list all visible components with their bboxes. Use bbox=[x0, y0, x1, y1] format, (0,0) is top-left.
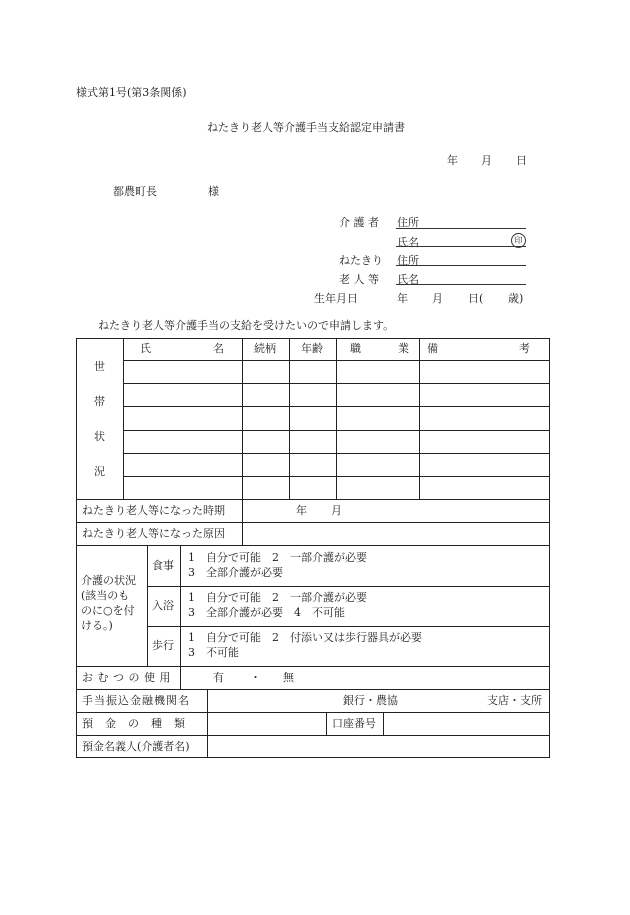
addressee-name: 都農町長 bbox=[113, 185, 157, 198]
account-number-label: 口座番号 bbox=[332, 717, 376, 730]
age: 歳) bbox=[508, 292, 524, 305]
col-job-2: 業 bbox=[398, 342, 409, 355]
caregiver-name-field[interactable] bbox=[396, 246, 526, 247]
birth-day: 日( bbox=[468, 292, 484, 305]
household-label-2: 帯 bbox=[94, 395, 105, 408]
caregiver-name-label: 氏名 bbox=[397, 236, 419, 249]
household-label-3: 状 bbox=[94, 430, 105, 443]
col-name-1: 氏 bbox=[140, 342, 151, 355]
cause-label: ねたきり老人等になった原因 bbox=[82, 527, 225, 540]
diaper-label bbox=[82, 671, 174, 685]
care-row-bath-options-1[interactable]: 1 自分で可能 2 一部介護が必要 bbox=[188, 591, 367, 604]
care-row-walk-options-1[interactable]: 1 自分で可能 2 付添い又は歩行器具が必要 bbox=[188, 631, 422, 644]
care-row-meal-options-1[interactable]: 1 自分で可能 2 一部介護が必要 bbox=[188, 551, 367, 564]
care-row-meal-label: 食事 bbox=[152, 559, 174, 572]
caregiver-address-label: 住所 bbox=[397, 216, 419, 229]
care-row-bath-options-2[interactable]: 3 全部介護が必要 4 不可能 bbox=[188, 606, 345, 619]
bedridden-name-field[interactable] bbox=[396, 284, 526, 285]
col-note-1: 備 bbox=[427, 342, 438, 355]
care-label-1: 介護の状況 bbox=[81, 574, 136, 587]
date-month: 月 bbox=[481, 154, 492, 167]
bedridden-address-label: 住所 bbox=[397, 254, 419, 267]
col-note-2: 考 bbox=[519, 342, 530, 355]
birth-year: 年 bbox=[397, 292, 408, 305]
date-year: 年 bbox=[447, 154, 458, 167]
household-label-4: 況 bbox=[94, 465, 105, 478]
care-label-2: (該当のも bbox=[81, 589, 130, 602]
care-row-bath-label: 入浴 bbox=[152, 599, 174, 612]
household-label-1: 世 bbox=[94, 360, 105, 373]
addressee-honorific: 様 bbox=[208, 185, 219, 198]
caregiver-address-field[interactable] bbox=[396, 228, 526, 229]
date-day: 日 bbox=[516, 154, 527, 167]
bedridden-label-2: 老 人 等 bbox=[339, 273, 379, 286]
birth-month: 月 bbox=[432, 292, 443, 305]
page-title: ねたきり老人等介護手当支給認定申請書 bbox=[207, 121, 405, 134]
since-year: 年 bbox=[296, 504, 307, 517]
since-month: 月 bbox=[331, 504, 342, 517]
care-row-walk-label: 歩行 bbox=[152, 639, 174, 652]
birthdate-label: 生年月日 bbox=[314, 292, 358, 305]
col-name-2: 名 bbox=[213, 342, 224, 355]
branch-types: 支店・支所 bbox=[487, 694, 542, 707]
diaper-no[interactable]: 無 bbox=[283, 671, 294, 684]
bedridden-address-field[interactable] bbox=[396, 265, 526, 266]
diaper-label-text: おむつの使用 bbox=[82, 671, 175, 684]
col-job-1: 職 bbox=[350, 342, 361, 355]
care-label-3: のに○を付 bbox=[81, 604, 135, 617]
bedridden-name-label: 氏名 bbox=[397, 273, 419, 286]
form-number: 様式第1号(第3条関係) bbox=[76, 86, 187, 99]
diaper-dot: ・ bbox=[250, 671, 261, 684]
bedridden-label-1: ねたきり bbox=[339, 254, 383, 267]
seal-mark: 印 bbox=[511, 233, 526, 248]
application-statement: ねたきり老人等介護手当の支給を受けたいので申請します。 bbox=[98, 319, 395, 332]
care-row-meal-options-2[interactable]: 3 全部介護が必要 bbox=[188, 566, 283, 579]
care-row-walk-options-2[interactable]: 3 不可能 bbox=[188, 646, 239, 659]
deposit-type-label: 預金の種類 bbox=[82, 717, 197, 730]
diaper-yes[interactable]: 有 bbox=[213, 671, 224, 684]
col-relation: 続柄 bbox=[254, 342, 276, 355]
since-label: ねたきり老人等になった時期 bbox=[82, 504, 225, 517]
bank-label: 手当振込金融機関名 bbox=[82, 694, 190, 707]
bank-types: 銀行・農協 bbox=[343, 694, 398, 707]
caregiver-label: 介 護 者 bbox=[339, 216, 379, 229]
care-label-4: ける。) bbox=[81, 619, 113, 632]
account-holder-label: 預金名義人(介護者名) bbox=[82, 740, 190, 753]
col-age: 年齢 bbox=[301, 342, 323, 355]
